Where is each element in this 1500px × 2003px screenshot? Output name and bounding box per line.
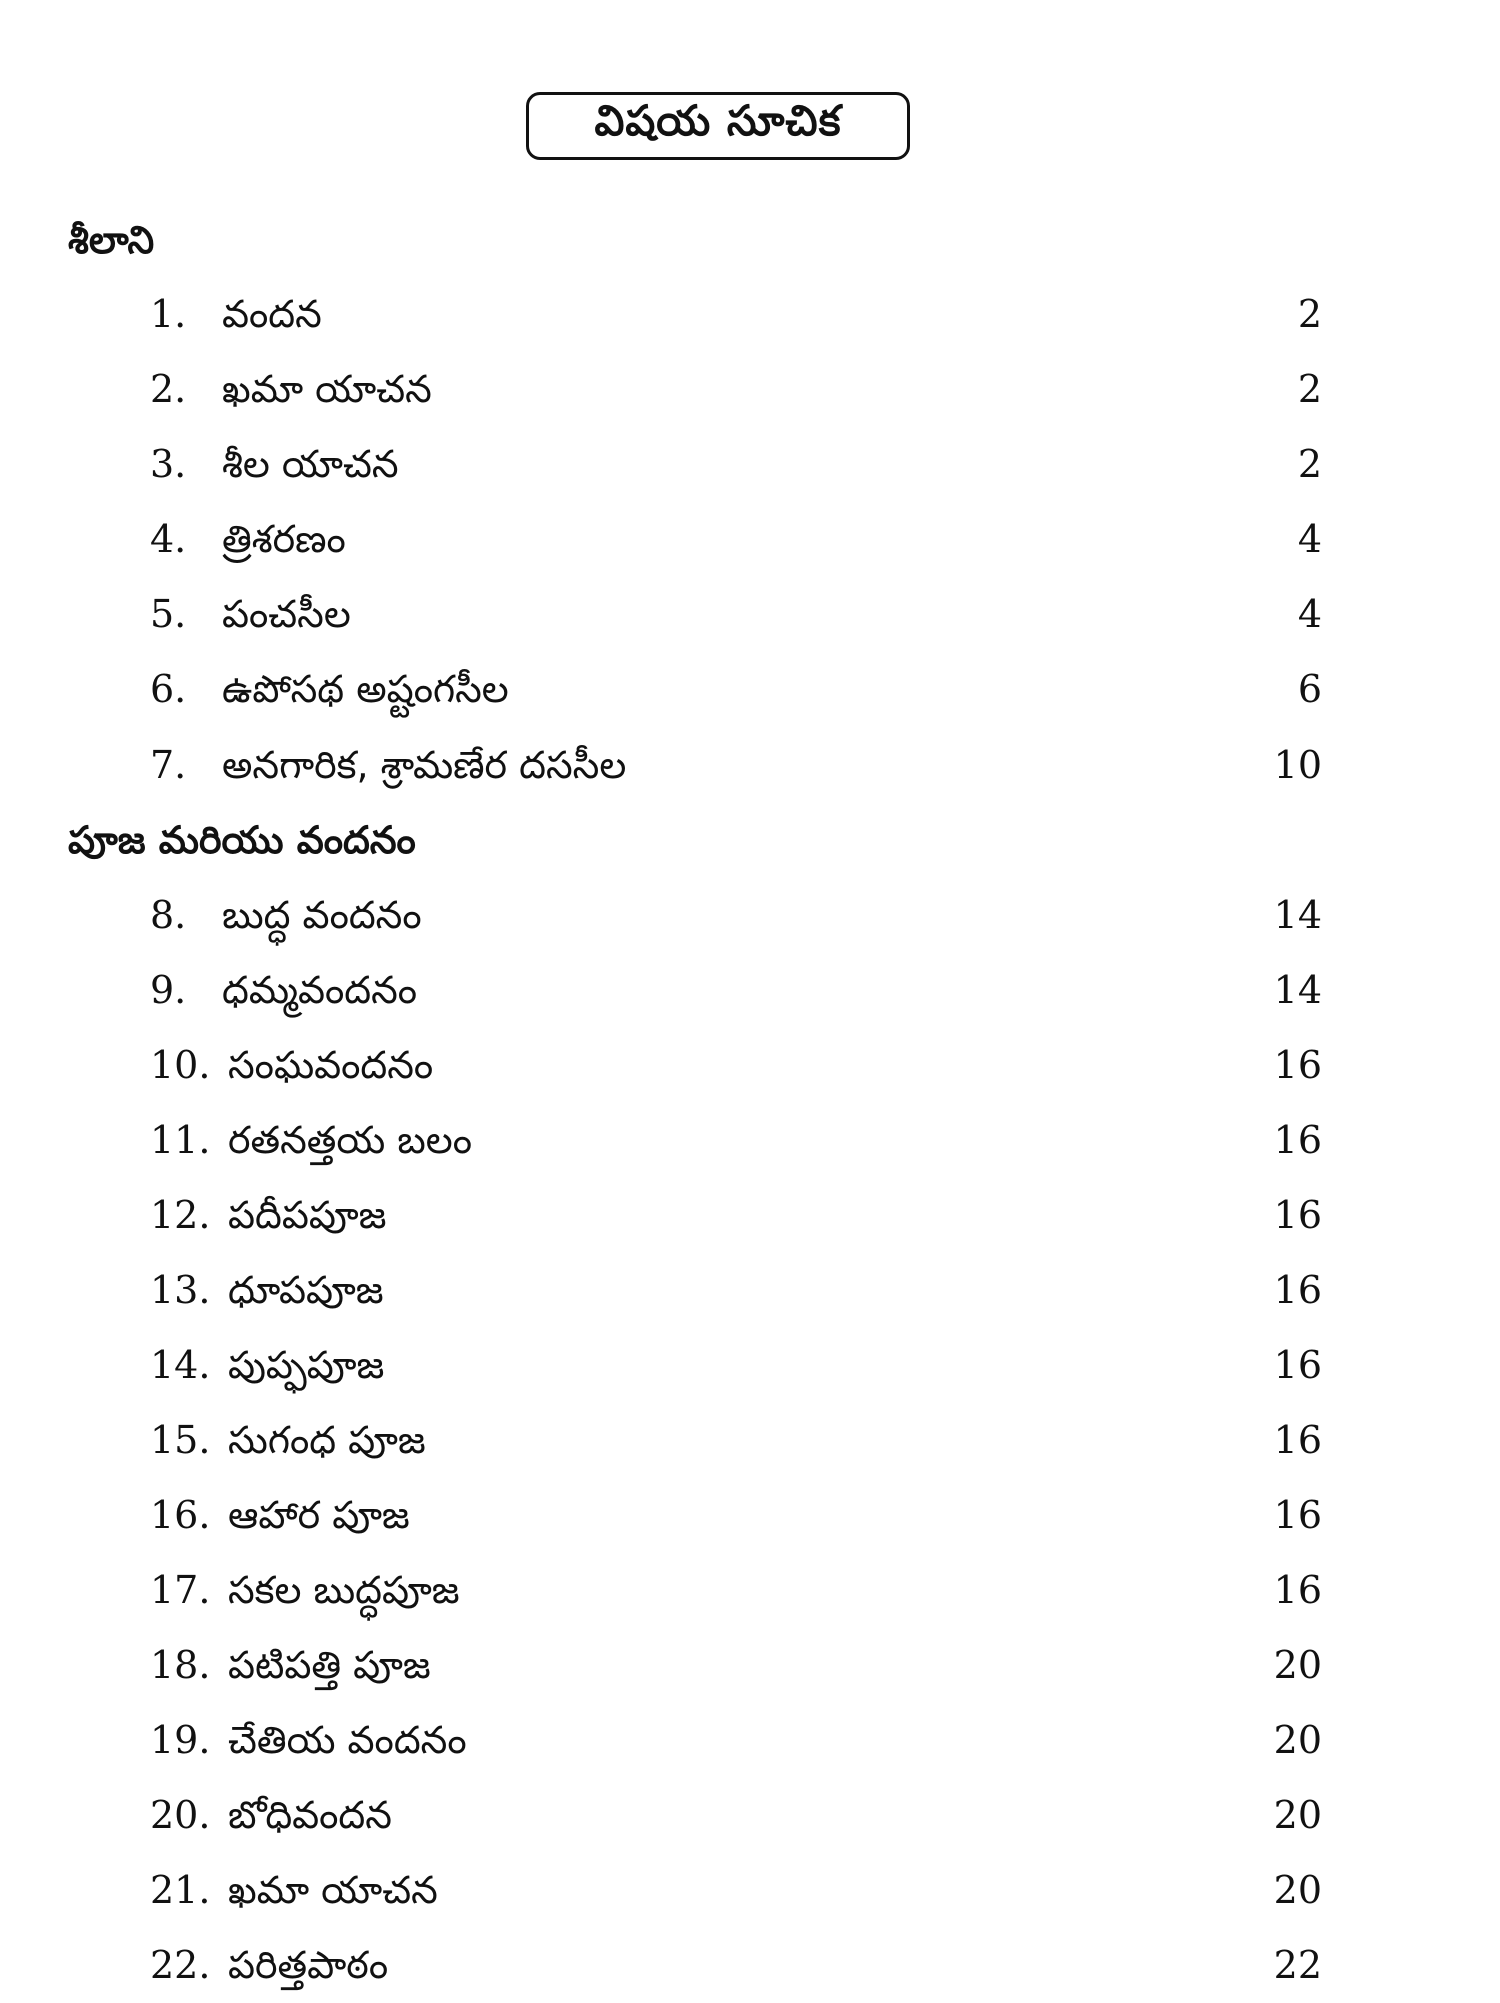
toc-entry-label: ధూపపూజ <box>228 1268 384 1312</box>
toc-entry-page: 20 <box>1273 1793 1322 1837</box>
toc-entry-label: బోధివందన <box>228 1793 392 1837</box>
toc-entry-label: పంచసీల <box>222 592 351 636</box>
toc-entry-number: 17. <box>150 1568 211 1612</box>
toc-entry-page: 14 <box>1273 968 1322 1012</box>
toc-entry <box>0 743 1500 803</box>
toc-entry-number: 7. <box>150 743 187 787</box>
toc-entry-page: 22 <box>1273 1943 1322 1987</box>
toc-entry-label: రతనత్తయ బలం <box>228 1118 472 1162</box>
toc-entry-label: ఆహార పూజ <box>228 1493 410 1537</box>
toc-entry <box>0 592 1500 652</box>
toc-entry <box>0 292 1500 352</box>
toc-entry-number: 1. <box>150 292 187 336</box>
section-heading: పూజ మరియు వందనం <box>68 818 416 862</box>
toc-entry-number: 8. <box>150 893 187 937</box>
toc-entry-label: అనగారిక, శ్రామణేర దససీల <box>222 743 627 787</box>
toc-entry <box>0 367 1500 427</box>
toc-entry-number: 16. <box>150 1493 211 1537</box>
toc-entry-number: 4. <box>150 517 187 561</box>
toc-entry-page: 14 <box>1273 893 1322 937</box>
toc-entry-label: బుద్ధ వందనం <box>222 893 422 937</box>
toc-entry-number: 9. <box>150 968 187 1012</box>
toc-entry <box>0 517 1500 577</box>
toc-entry-number: 21. <box>150 1868 211 1912</box>
toc-entry-number: 14. <box>150 1343 211 1387</box>
toc-entry-page: 16 <box>1273 1193 1322 1237</box>
toc-entry-label: ఖమా యాచన <box>228 1868 438 1912</box>
toc-entry-page: 4 <box>1297 517 1322 561</box>
toc-entry <box>0 1568 1500 1628</box>
toc-entry-page: 2 <box>1297 367 1322 411</box>
toc-entry-page: 2 <box>1297 442 1322 486</box>
toc-entry-page: 16 <box>1273 1418 1322 1462</box>
toc-entry-number: 15. <box>150 1418 211 1462</box>
toc-entry <box>0 1793 1500 1853</box>
toc-entry-number: 11. <box>150 1118 211 1162</box>
toc-entry <box>0 1418 1500 1478</box>
toc-entry <box>0 1193 1500 1253</box>
toc-entry-number: 13. <box>150 1268 211 1312</box>
toc-entry <box>0 1868 1500 1928</box>
toc-entry-page: 16 <box>1273 1268 1322 1312</box>
toc-entry-page: 16 <box>1273 1493 1322 1537</box>
toc-entry-page: 16 <box>1273 1043 1322 1087</box>
toc-entry <box>0 667 1500 727</box>
toc-entry-page: 20 <box>1273 1868 1322 1912</box>
toc-entry-label: పటిపత్తి పూజ <box>228 1643 431 1687</box>
toc-entry-page: 4 <box>1297 592 1322 636</box>
toc-entry <box>0 1268 1500 1328</box>
toc-entry-number: 5. <box>150 592 187 636</box>
toc-entry-page: 20 <box>1273 1718 1322 1762</box>
toc-entry-number: 10. <box>150 1043 211 1087</box>
page-title <box>526 92 910 160</box>
toc-entry-number: 19. <box>150 1718 211 1762</box>
toc-entry-label: ఖమా యాచన <box>222 367 432 411</box>
toc-entry-page: 2 <box>1297 292 1322 336</box>
toc-entry-page: 16 <box>1273 1118 1322 1162</box>
toc-entry <box>0 1643 1500 1703</box>
toc-entry <box>0 442 1500 502</box>
toc-entry-number: 12. <box>150 1193 211 1237</box>
toc-entry <box>0 1943 1500 2003</box>
toc-entry-number: 3. <box>150 442 187 486</box>
toc-entry-label: సుగంధ పూజ <box>228 1418 426 1462</box>
section-heading: శీలాని <box>68 218 155 262</box>
toc-entry-number: 22. <box>150 1943 211 1987</box>
toc-entry-page: 10 <box>1273 743 1322 787</box>
toc-entry <box>0 1043 1500 1103</box>
toc-entry-page: 6 <box>1297 667 1322 711</box>
toc-entry-page: 20 <box>1273 1643 1322 1687</box>
toc-entry-label: ధమ్మవందనం <box>222 968 418 1012</box>
toc-entry-label: పరిత్తపాఠం <box>228 1943 389 1987</box>
toc-entry-label: ఉపోసథ అష్టంగసీల <box>222 667 509 711</box>
toc-entry-number: 6. <box>150 667 187 711</box>
toc-entry-page: 16 <box>1273 1568 1322 1612</box>
toc-entry-label: సంఘవందనం <box>228 1043 434 1087</box>
toc-entry-number: 20. <box>150 1793 211 1837</box>
page-title-text: విషయ సూచిక <box>594 96 842 145</box>
toc-entry-label: పదీపపూజ <box>228 1193 387 1237</box>
toc-entry-label: శీల యాచన <box>222 442 399 486</box>
toc-entry-label: పుప్ఫపూజ <box>228 1343 385 1387</box>
toc-entry <box>0 1343 1500 1403</box>
toc-entry-number: 18. <box>150 1643 211 1687</box>
toc-entry <box>0 968 1500 1028</box>
toc-entry-label: త్రిశరణం <box>222 517 346 561</box>
toc-entry-label: వందన <box>222 292 322 336</box>
toc-entry <box>0 1493 1500 1553</box>
toc-entry <box>0 1118 1500 1178</box>
toc-entry <box>0 1718 1500 1778</box>
toc-entry-label: సకల బుద్ధపూజ <box>228 1568 460 1612</box>
toc-entry-label: చేతియ వందనం <box>228 1718 467 1762</box>
toc-entry <box>0 893 1500 953</box>
toc-entry-page: 16 <box>1273 1343 1322 1387</box>
toc-entry-number: 2. <box>150 367 187 411</box>
